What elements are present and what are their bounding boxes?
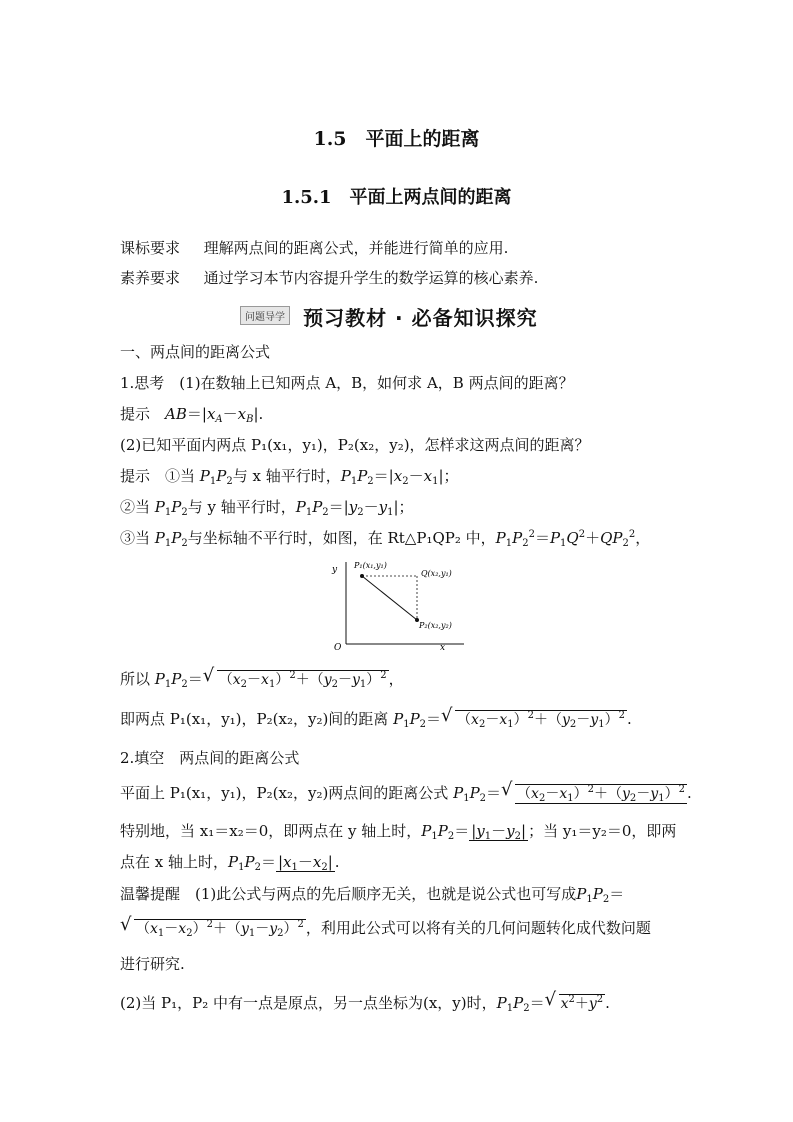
- hint-1-label: 提示: [120, 405, 166, 423]
- course-label: 课标要求: [120, 239, 181, 257]
- course-text: 理解两点间的距离公式，并能进行简单的应用.: [203, 239, 509, 257]
- page-title: 1.5 平面上的距离: [313, 128, 480, 150]
- tip-1-text: (1)此公式与两点的先后顺序无关，也就是说公式也可写成: [195, 885, 577, 903]
- y-axis-label: y: [332, 565, 338, 575]
- tips-label: 温馨提醒: [120, 885, 181, 903]
- literacy-label: 素养要求: [120, 269, 181, 287]
- tip-1-line-2: √ $(x_1-x_2)^2+(y_1-y_2)^2$ ，利用此公式可以将有关的几何问题转化成代数问题: [120, 914, 651, 939]
- q-label: Q(x₂,y₁): [421, 569, 452, 578]
- section-heading: 一、两点间的距离公式: [120, 343, 271, 361]
- plane-formula: 平面上 P₁(x₁，y₁)，P₂(x₂，y₂)两点间的距离公式 $P_1P_2=$ √ $(x_2-x_1)^2+(y_2-y_1)^2$ .: [120, 779, 692, 804]
- that-is-formula: 即两点 P₁(x₁，y₁)，P₂(x₂，y₂)间的距离 $P_1P_2=$ √ $(x_2-x_1)^2+(y_2-y_1)^2$ .: [120, 705, 632, 730]
- special-case-line-2: 点在 x 轴上时，$P_1P_2= |x_1-x_2|$ .: [120, 853, 340, 873]
- fill-heading: 2.填空 两点间的距离公式: [120, 749, 300, 767]
- case-3-text: 与坐标轴不平行时，如图，在 Rt△P₁QP₂ 中，: [187, 529, 496, 547]
- origin-label: O: [334, 643, 342, 652]
- that-is-text: 即两点 P₁(x₁，y₁)，P₂(x₂，y₂)间的距离: [120, 710, 389, 728]
- course-requirement: [120, 238, 680, 258]
- special-b: ；当 y₁＝y₂＝0，即两: [528, 822, 677, 840]
- plane-text: 平面上 P₁(x₁，y₁)，P₂(x₂，y₂)两点间的距离公式: [120, 784, 449, 802]
- banner-tag: 问题导学: [240, 306, 290, 325]
- tip-1b-text: ，利用此公式可以将有关的几何问题转化成代数问题: [305, 919, 651, 937]
- hint-case-1: 提示 ①当 $P_1P_2$与 x 轴平行时，$P_1P_2=|x_2-x_1|$；: [120, 467, 459, 487]
- x-axis-label: x: [440, 643, 446, 652]
- hint-case-2: ②当 $P_1P_2$与 y 轴平行时，$P_1P_2=|y_2-y_1|$；: [120, 498, 414, 518]
- so-formula: 所以 $P_1P_2=$ √ $(x_2-x_1)^2+(y_2-y_1)^2$ ，: [120, 665, 404, 690]
- p1-label: P₁(x₁,y₁): [354, 561, 387, 570]
- hint-2-label: 提示: [120, 467, 166, 485]
- special-c: 点在 x 轴上时，: [120, 853, 228, 871]
- hint-1: 提示 $AB=|x_A-x_B|$.: [120, 405, 264, 425]
- section-subtitle: 1.5.1 平面上两点间的距离: [281, 187, 512, 208]
- literacy-text: 通过学习本节内容提升学生的数学运算的核心素养.: [203, 269, 539, 287]
- section-banner: [240, 302, 538, 328]
- so-prefix: 所以: [120, 670, 151, 688]
- case-2-text: 与 y 轴平行时，: [187, 498, 296, 516]
- tip-1-line-1: 温馨提醒 (1)此公式与两点的先后顺序无关，也就是说公式也可写成$P_1P_2=$: [120, 885, 625, 905]
- tip-1-line-3: 进行研究.: [120, 955, 185, 973]
- p2-label: P₂(x₂,y₂): [419, 621, 452, 630]
- case-1-text: 与 x 轴平行时，: [232, 467, 341, 485]
- think-question-1: 1.思考 (1)在数轴上已知两点 A，B，如何求 A，B 两点间的距离？: [120, 374, 574, 392]
- tip-2-text: (2)当 P₁，P₂ 中有一点是原点，另一点坐标为(x，y)时，: [120, 994, 497, 1012]
- special-case-line-1: 特别地，当 x₁＝x₂＝0，即两点在 y 轴上时，$P_1P_2= |y_1-y_2|$ ；当 y₁＝y₂＝0，即两: [120, 822, 677, 842]
- special-a: 特别地，当 x₁＝x₂＝0，即两点在 y 轴上时，: [120, 822, 422, 840]
- think-question-2: (2)已知平面内两点 P₁(x₁，y₁)，P₂(x₂，y₂)，怎样求这两点间的距离？: [120, 436, 590, 454]
- literacy-requirement: [120, 268, 680, 288]
- tip-2: (2)当 P₁，P₂ 中有一点是原点，另一点坐标为(x，y)时，$P_1P_2=$ √ $x^2+y^2$ .: [120, 989, 610, 1014]
- distance-figure: [330, 556, 470, 652]
- banner-text: 预习教材 · 必备知识探究: [303, 306, 538, 330]
- hint-case-3: ③当 $P_1P_2$与坐标轴不平行时，如图，在 Rt△P₁QP₂ 中，$P_1P_2^2=P_1Q^2+QP_2^2$，: [120, 529, 651, 549]
